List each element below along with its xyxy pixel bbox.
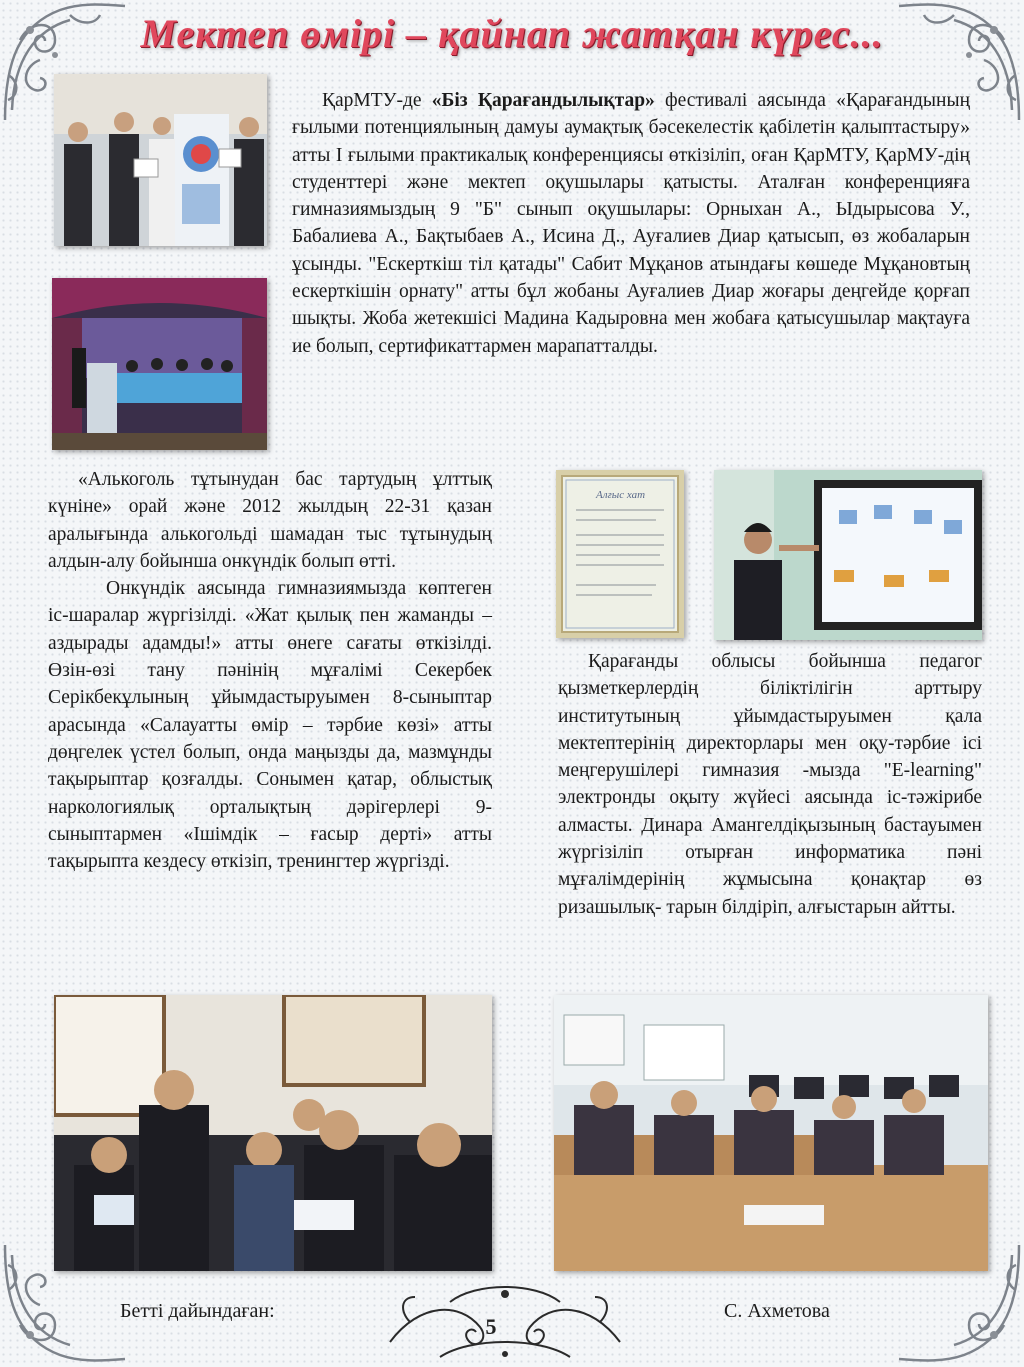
page-title: Мектеп өмірі – қайнап жатқан күрес...: [140, 11, 884, 56]
festival-name: «Біз Қарағандылықтар»: [431, 90, 655, 111]
certificate-photo: [556, 470, 684, 638]
conference-hall-photo: [52, 278, 267, 450]
article-alcohol-paragraph-2: Онкүндік аясында гимназиямызда көптеген іс-шаралар жүргізілді. «Жат қылық пен жаманды – аздырады адамды!» атты өнеге сағаты өткізілді. Өзін-өзі тану пәнінің мұғалімі Секербек Серікбекұлының ұйымдастыруымен 8-сыныптар арасында «Салауатты өмір – тәрбие көзі» атты дөңгелек үстел болып, онда маңызды да, мазмұнды тақырыптар қозғалды. Сонымен қатар, облыстық наркологиялық орталықтың дәрігерлері 9-сыныптармен «Ішімдік – ғасыр дерті» атты тақырыпта кездесу өткізіп, тренингтер жүргізді.: [48, 578, 492, 873]
article-e-learning: [558, 648, 982, 990]
article-conference-body: фестивалі аясында «Қарағандының ғылыми потенциялының дамуы аумақтық бәсекелестік қабілетін қалыптастыру» атты І ғылыми практикалық конференциясы өткізіліп, оған ҚарМТУ, ҚарМУ-дің студенттері және мектеп оқушылары қатысты. Аталған конференцияға гимназиямыздың 9 "Б" сынып оқушылары: Орныхан А., Ыдырысова У., Бабалиева А., Бақтыбаев А., Исина Д., Ауғалиев Диар қатысып, өз жобаларын ұсынды. "Ескерткіш тіл қатады" Сабит Мұқанов атындағы көшеде Мұқановтың ескерткішін орнату" атты бұл жобаны Ауғалиев Диар жоғары деңгейде қорғап шықты. Жоба жетекшісі Мадина Кадыровна мен жобаға қатысушылар мақтауға ие болып, сертификаттармен марапатталды.: [292, 90, 971, 357]
page-number-ornament: [380, 1282, 630, 1362]
article-conference: [292, 87, 970, 360]
article-alcohol-week: [48, 466, 492, 875]
teacher-smartboard-photo: [714, 470, 982, 640]
certificate-heading: Алғыс хат: [596, 489, 646, 501]
page-number: 5: [485, 1314, 497, 1339]
article-alcohol-paragraph-1: «Алькоголь тұтынудан бас тартудың ұлттық күніне» орай және 2012 жылдың 22-31 қазан аралығында алькогольді шамадан тыс тұтынудың алдын-алу бойынша онкүндік болып өтті.: [48, 469, 492, 572]
prepared-by-label: Бетті дайындаған:: [120, 1300, 275, 1322]
author-name: С. Ахметова: [724, 1300, 830, 1322]
classroom-teachers-photo: [554, 995, 988, 1271]
students-reading-photo: [54, 995, 492, 1271]
conference-students-photo: [54, 74, 267, 246]
article-e-learning-body: Қарағанды облысы бойынша педагог қызметкерлердің біліктілігін арттыру институтының ұйымдастыруымен қала мектептерінің директорлары мен оқу-тәрбие ісі меңгерушілері гимназия -мызда "E-learning" электронды оқыту жүйесі аясында іс-тәжірибе алмасты. Динара Амангелдіқызының бастауымен жүргізіліп отырған информатика пәні мұғалімдерінің жұмысына қонақтар өз ризашылық- тарын білдіріп, алғыстарын айтты.: [558, 651, 982, 918]
article-conference-prefix: ҚарМТУ-де: [322, 90, 432, 111]
